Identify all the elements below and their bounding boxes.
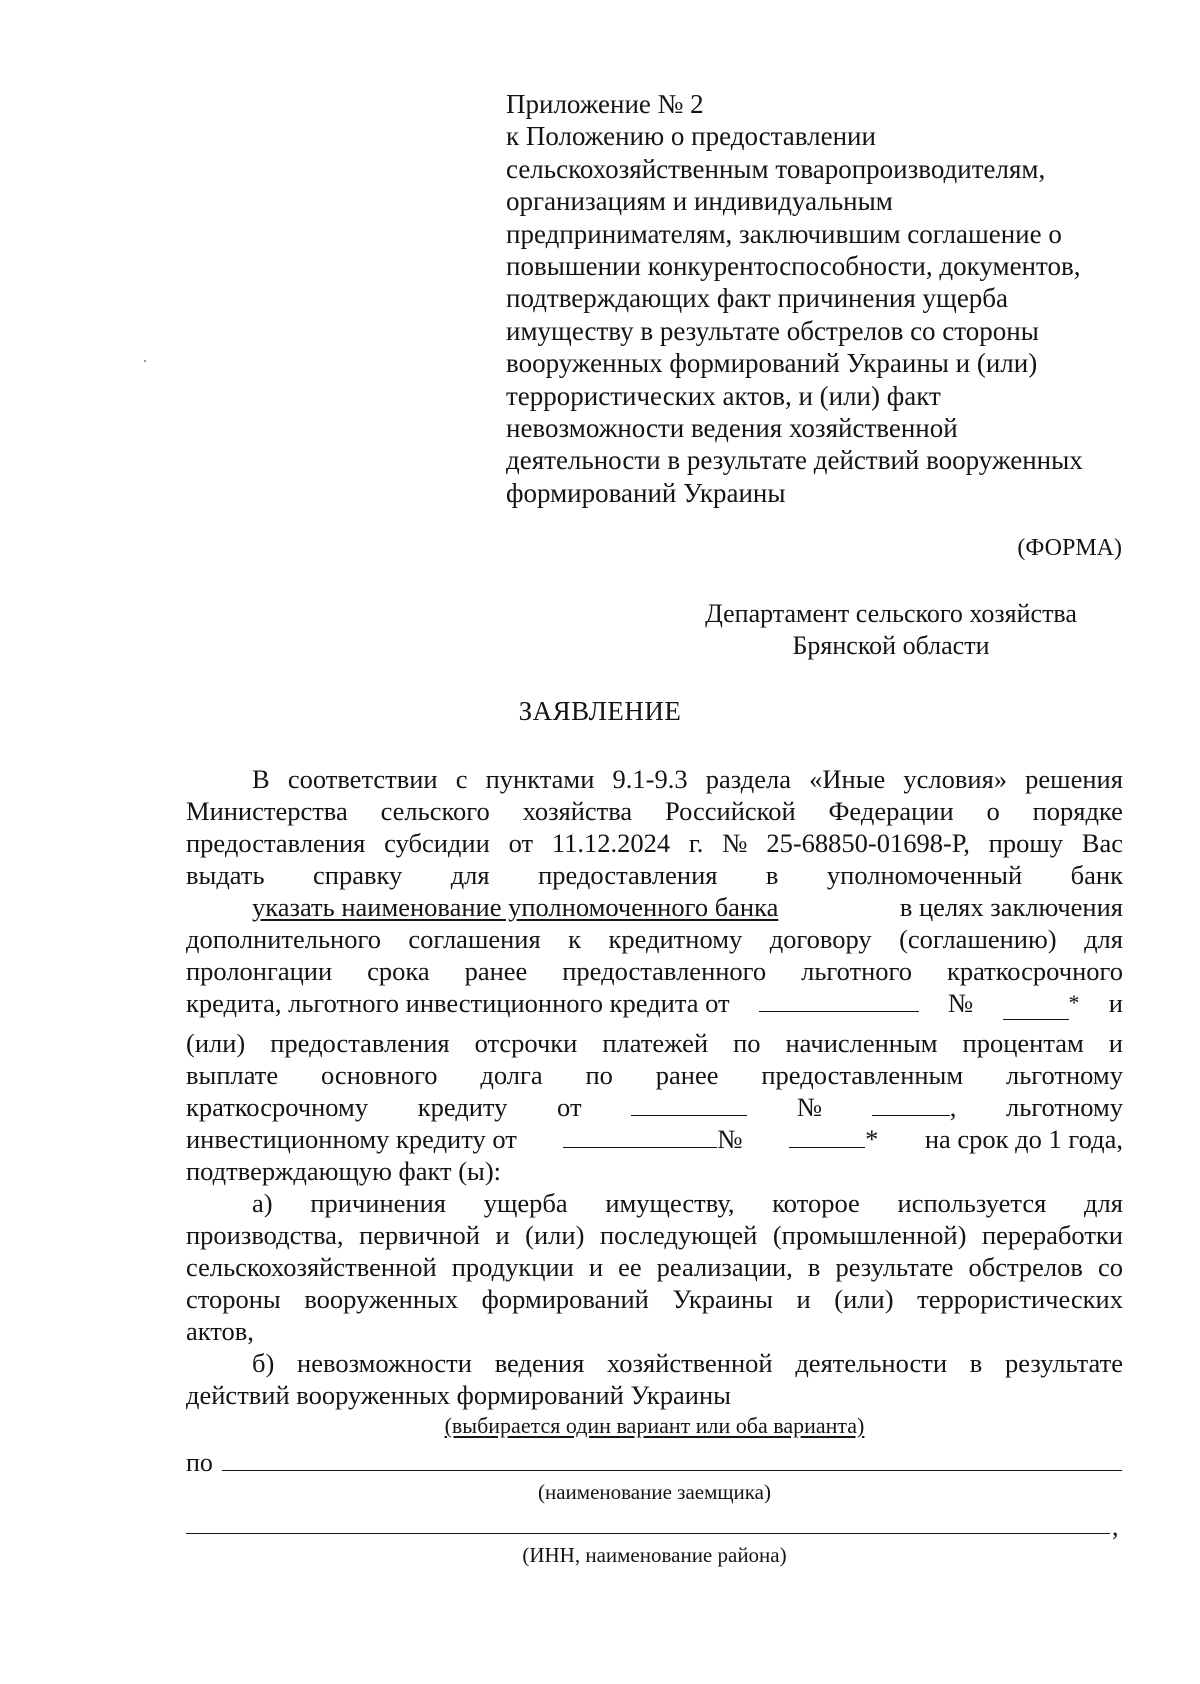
word: предоставленным <box>761 1059 964 1090</box>
word: Федерации <box>828 796 954 826</box>
body-line <box>186 1059 1123 1091</box>
body-text: кредита, льготного инвестиционного кредита от <box>186 988 730 1018</box>
word: платежей <box>602 1027 709 1058</box>
body-line <box>186 923 1123 955</box>
word: № <box>722 828 748 858</box>
number-sign: № <box>717 1123 743 1154</box>
number-sign: № <box>796 1091 823 1122</box>
credit-number-blank[interactable] <box>1003 995 1069 1020</box>
word: льготному <box>1006 1059 1123 1090</box>
body-text: на срок до 1 года, <box>924 1123 1123 1154</box>
word: в <box>969 1347 983 1378</box>
word: к <box>568 924 582 954</box>
word: прошу <box>988 828 1063 858</box>
body-text: от <box>557 1091 582 1122</box>
word: о <box>986 796 1000 826</box>
word: краткосрочного <box>946 956 1123 986</box>
word: справку <box>313 860 403 890</box>
word: льготного <box>801 956 912 986</box>
word: для <box>1084 1187 1123 1218</box>
body-line <box>186 1091 1123 1123</box>
word: (промышленной) <box>772 1219 967 1250</box>
appendix-line: вооруженных формирований Украины и (или) <box>506 348 1038 379</box>
item-a-line <box>186 1187 1123 1219</box>
word: соглашения <box>408 924 541 954</box>
word: для <box>1084 924 1123 954</box>
word: б) <box>252 1347 275 1378</box>
bank-hint: указать наименование уполномоченного банка <box>252 892 779 922</box>
word: дополнительного <box>186 924 381 954</box>
borrower-caption: (наименование заемщика) <box>538 1480 771 1504</box>
body-text: и <box>1108 988 1123 1018</box>
appendix-line: террористических актов, и (или) факт <box>506 380 941 411</box>
word: 11.12.2024 <box>551 828 671 858</box>
trailing-comma: , <box>1112 1512 1119 1541</box>
word: хозяйственной <box>607 1347 773 1378</box>
word: формирований <box>481 1283 649 1314</box>
document-title: ЗАЯВЛЕНИЕ <box>518 696 682 726</box>
appendix-line: подтверждающих факт причинения ущерба <box>506 283 1009 314</box>
body-line <box>186 987 1123 1027</box>
appendix-line: невозможности ведения хозяйственной <box>506 413 958 444</box>
body-line <box>186 763 1123 795</box>
appendix-line: предпринимателям, заключившим соглашение о <box>506 218 1062 249</box>
item-a-line <box>186 1251 1123 1283</box>
footnote-asterisk: * <box>1068 990 1080 1015</box>
appendix-header <box>506 88 1126 509</box>
word: долга <box>480 1059 543 1090</box>
word: выплате <box>186 1059 279 1090</box>
body-text: льготному <box>1006 1091 1123 1122</box>
word: с <box>455 764 468 794</box>
invest-credit-number-blank[interactable] <box>789 1123 865 1148</box>
word: (соглашению) <box>899 924 1057 954</box>
addressee-line: Департамент сельского хозяйства <box>705 599 1077 628</box>
appendix-line: повышении конкурентоспособности, документов, <box>506 251 1081 282</box>
appendix-line: Приложение № 2 <box>506 89 704 119</box>
word: в <box>765 860 779 890</box>
body-text: кредиту <box>417 1091 508 1122</box>
word: кредитному <box>608 924 743 954</box>
word: Украины <box>672 1283 773 1314</box>
body-text: актов, <box>186 1315 254 1346</box>
inn-caption: (ИНН, наименование района) <box>522 1543 787 1567</box>
word: пролонгации <box>186 956 333 986</box>
word: первичной <box>359 1219 480 1250</box>
word: раздела <box>705 764 791 794</box>
body-line <box>186 1155 1123 1187</box>
footnote-asterisk: * <box>865 1123 879 1154</box>
word: предоставленного <box>562 956 767 986</box>
word: со <box>1097 1251 1123 1282</box>
word: ее <box>618 1251 642 1282</box>
form-label: (ФОРМА) <box>1017 535 1122 561</box>
word: сельского <box>380 796 490 826</box>
po-label: по <box>186 1448 213 1477</box>
word: производства, <box>186 1219 344 1250</box>
word: процентам <box>962 1027 1084 1058</box>
number-sign: № <box>948 988 974 1018</box>
addressee-line: Брянской области <box>792 631 990 660</box>
word: переработки <box>981 1219 1123 1250</box>
body-text: краткосрочному <box>186 1091 369 1122</box>
appendix-line: к Положению о предоставлении <box>506 121 876 152</box>
word: последующей <box>599 1219 758 1250</box>
word: и <box>1108 1027 1123 1058</box>
word: реализации, <box>656 1251 793 1282</box>
word: продукции <box>451 1251 574 1282</box>
word: В <box>252 764 270 794</box>
word: условия» <box>903 764 1008 794</box>
word: причинения <box>310 1187 446 1218</box>
body-text: в целях заключения <box>899 892 1123 922</box>
appendix-line: имуществу в результате обстрелов со стороны <box>506 315 1039 346</box>
inn-district-line[interactable] <box>186 1533 1110 1534</box>
word: по <box>733 1027 761 1058</box>
word: пунктами <box>485 764 595 794</box>
body-line <box>186 1123 1123 1155</box>
word: по <box>585 1059 613 1090</box>
word: и <box>796 1283 811 1314</box>
word: деятельности <box>795 1347 948 1378</box>
word: и <box>495 1219 510 1250</box>
body-text: , <box>949 1091 957 1122</box>
body-text: инвестиционному кредиту от <box>186 1123 517 1154</box>
addressee-block <box>656 598 1126 662</box>
word: для <box>450 860 490 890</box>
word: решения <box>1025 764 1123 794</box>
word: вооруженных <box>304 1283 459 1314</box>
word: хозяйства <box>522 796 633 826</box>
body-text: подтверждающую факт (ы): <box>186 1155 502 1186</box>
item-b-line <box>186 1379 1123 1411</box>
word: (или) <box>525 1219 585 1250</box>
word: Министерства <box>186 796 348 826</box>
item-a-line <box>186 1219 1123 1251</box>
bank-name-field[interactable] <box>186 891 830 923</box>
scan-speck <box>144 360 146 362</box>
word: и <box>588 1251 604 1282</box>
word: стороны <box>186 1283 281 1314</box>
short-credit-number-blank[interactable] <box>872 1091 950 1116</box>
word: ранее <box>464 956 528 986</box>
body-line <box>186 1027 1123 1059</box>
word: в <box>807 1251 821 1282</box>
item-a-line <box>186 1315 1123 1347</box>
word: ведения <box>494 1347 585 1378</box>
word: предоставления <box>538 860 718 890</box>
word: 9.1-9.3 <box>612 764 688 794</box>
statement-body <box>186 763 1123 1411</box>
word: начисленным <box>785 1027 938 1058</box>
choice-note: (выбирается один вариант или оба варианта) <box>444 1413 865 1438</box>
appendix-line: организациям и индивидуальным <box>506 186 893 217</box>
appendix-line: формирований Украины <box>506 477 786 508</box>
word: порядке <box>1032 796 1123 826</box>
word: используется <box>897 1187 1047 1218</box>
appendix-line: деятельности в результате действий вооруженных <box>506 445 1083 476</box>
appendix-line: сельскохозяйственным товаропроизводителям, <box>506 153 1046 184</box>
word: которое <box>772 1187 860 1218</box>
short-credit-date-blank[interactable] <box>631 1091 747 1116</box>
word: ранее <box>655 1059 719 1090</box>
invest-credit-date-blank[interactable] <box>563 1123 717 1148</box>
body-line <box>186 795 1123 827</box>
word: результате <box>1005 1347 1123 1378</box>
word: Российской <box>665 796 796 826</box>
word: предоставления <box>270 1027 450 1058</box>
word: ущерба <box>483 1187 568 1218</box>
word: субсидии <box>384 828 490 858</box>
word: террористических <box>917 1283 1123 1314</box>
word: предоставления <box>186 828 366 858</box>
body-line <box>186 955 1123 987</box>
word: 25-68850-01698-Р, <box>766 828 970 858</box>
word: обстрелов <box>968 1251 1083 1282</box>
word: результате <box>835 1251 954 1282</box>
word: имуществу, <box>605 1187 735 1218</box>
word: (или) <box>186 1027 246 1058</box>
body-line <box>186 827 1123 859</box>
word: сельскохозяйственной <box>186 1251 437 1282</box>
word: банк <box>1070 860 1123 890</box>
item-b-line <box>186 1347 1123 1379</box>
word: выдать <box>186 860 265 890</box>
bank-line <box>186 891 1123 923</box>
item-a-line <box>186 1283 1123 1315</box>
word: от <box>508 828 534 858</box>
word: отсрочки <box>474 1027 578 1058</box>
word: соответствии <box>287 764 438 794</box>
word: основного <box>321 1059 438 1090</box>
word: уполномоченный <box>826 860 1023 890</box>
word: договору <box>769 924 872 954</box>
body-text: действий вооруженных формирований Украины <box>186 1379 731 1410</box>
word: Вас <box>1081 828 1123 858</box>
word: срока <box>367 956 430 986</box>
credit-date-blank[interactable] <box>759 987 919 1012</box>
word: (или) <box>834 1283 894 1314</box>
borrower-name-line[interactable] <box>222 1470 1122 1471</box>
body-line <box>186 859 1123 891</box>
word: а) <box>252 1187 273 1218</box>
word: «Иные <box>809 764 886 794</box>
word: невозможности <box>297 1347 472 1378</box>
word: г. <box>688 828 704 858</box>
